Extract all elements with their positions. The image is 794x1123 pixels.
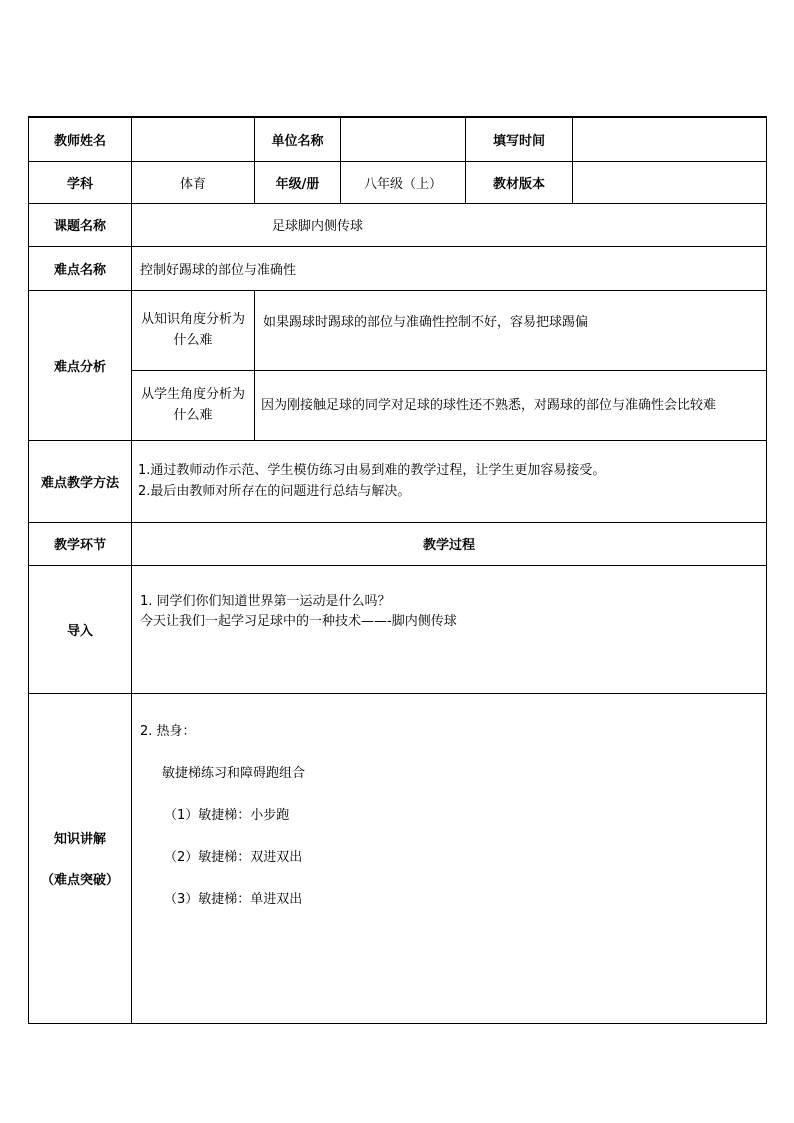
method-row [29, 440, 767, 522]
subject-value[interactable]: 体育 [132, 161, 255, 203]
warmup-heading: 2. 热身： [140, 723, 196, 739]
warmup-combo: 敏捷梯练习和障碍跑组合 [162, 765, 306, 781]
analysis-row-knowledge [29, 290, 767, 370]
intro-content[interactable] [132, 565, 767, 693]
intro-label: 导入 [29, 565, 132, 693]
knowledge-label-sub: （难点突破） [40, 873, 119, 888]
knowledge-content[interactable] [132, 693, 767, 1023]
knowledge-label-main: 知识讲解 [53, 832, 106, 847]
lesson-design-table [28, 116, 767, 1024]
student-angle-label: 从学生角度分析为什么难 [132, 370, 255, 440]
method-line-1: 1.通过教师动作示范、学生模仿练习由易到难的教学过程，让学生更加容易接受。 [138, 463, 606, 478]
topic-value[interactable]: 足球脚内侧传球 [132, 203, 767, 246]
textbook-label: 教材版本 [466, 161, 573, 203]
analysis-label: 难点分析 [29, 290, 132, 440]
warmup-item-3: （3）敏捷梯：单进双出 [164, 891, 303, 907]
warmup-item-1: （1）敏捷梯：小步跑 [164, 807, 290, 823]
knowledge-row [29, 693, 767, 1023]
process-header-row [29, 522, 767, 565]
difficulty-row [29, 246, 767, 290]
fill-time-value[interactable] [573, 117, 767, 161]
intro-line-1: 1. 同学们你们知道世界第一运动是什么吗？ [140, 593, 391, 609]
topic-row [29, 203, 767, 246]
unit-name-value[interactable] [341, 117, 466, 161]
knowledge-label [29, 693, 132, 1023]
subject-label: 学科 [29, 161, 132, 203]
method-label: 难点教学方法 [29, 440, 132, 522]
stage-column-header: 教学环节 [29, 522, 132, 565]
method-value[interactable] [132, 440, 767, 522]
knowledge-angle-value[interactable]: 如果踢球时踢球的部位与准确性控制不好，容易把球踢偏 [255, 290, 767, 370]
fill-time-label: 填写时间 [466, 117, 573, 161]
intro-line-2: 今天让我们一起学习足球中的一种技术——-脚内侧传球 [140, 613, 457, 629]
teacher-name-value[interactable] [132, 117, 255, 161]
info-row-1 [29, 117, 767, 161]
teacher-name-label: 教师姓名 [29, 117, 132, 161]
intro-row [29, 565, 767, 693]
process-column-header: 教学过程 [132, 522, 767, 565]
method-line-2: 2.最后由教师对所存在的问题进行总结与解决。 [138, 484, 411, 499]
textbook-value[interactable] [573, 161, 767, 203]
difficulty-value[interactable]: 控制好踢球的部位与准确性 [132, 246, 767, 290]
warmup-item-2: （2）敏捷梯：双进双出 [164, 849, 303, 865]
grade-value[interactable]: 八年级（上） [341, 161, 466, 203]
student-angle-value[interactable]: 因为刚接触足球的同学对足球的球性还不熟悉，对踢球的部位与准确性会比较难 [255, 370, 767, 440]
analysis-row-student [29, 370, 767, 440]
info-row-2 [29, 161, 767, 203]
knowledge-angle-label: 从知识角度分析为什么难 [132, 290, 255, 370]
topic-label: 课题名称 [29, 203, 132, 246]
unit-name-label: 单位名称 [255, 117, 341, 161]
difficulty-label: 难点名称 [29, 246, 132, 290]
grade-label: 年级/册 [255, 161, 341, 203]
